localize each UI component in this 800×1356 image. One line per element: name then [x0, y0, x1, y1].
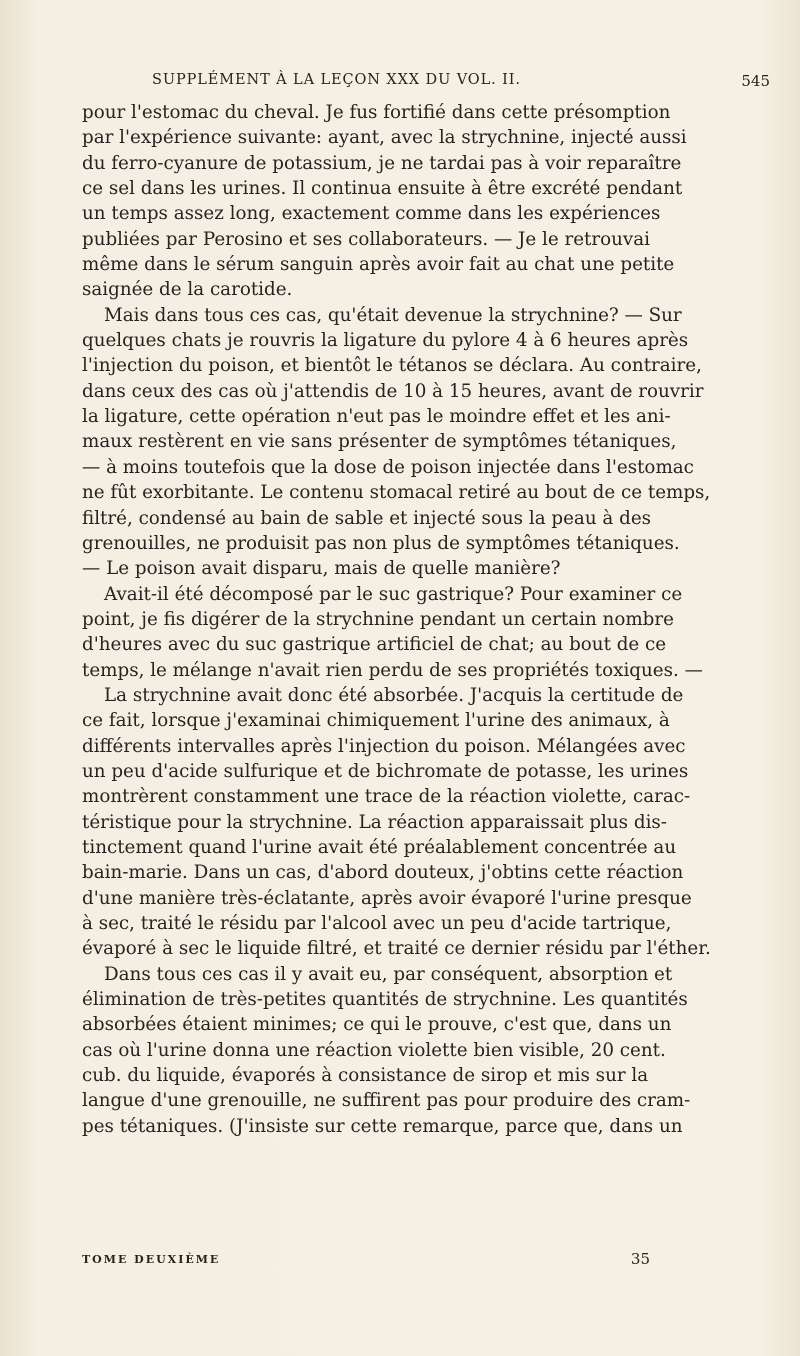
text-line: publiées par Perosino et ses collaborateurs. — Je le retrouvai	[82, 228, 650, 250]
text-line: cas où l'urine donna une réaction violette bien visible, 20 cent.	[82, 1039, 666, 1061]
text-line: pour l'estomac du cheval. Je fus fortifié dans cette présomption	[82, 102, 671, 123]
text-line: un temps assez long, exactement comme dans les expériences	[82, 203, 661, 225]
text-line: différents intervalles après l'injection du poison. Mélangées avec	[82, 735, 686, 757]
text-line: du ferro-cyanure de potassium, je ne tardai pas à voir reparaître	[82, 152, 682, 174]
text-line: d'heures avec du suc gastrique artificiel de chat; au bout de ce	[82, 634, 667, 656]
text-line: filtré, condensé au bain de sable et injecté sous la peau à des	[82, 507, 652, 529]
text-line: évaporé à sec le liquide filtré, et traité ce dernier résidu par l'éther.	[82, 938, 711, 960]
text-line: ce sel dans les urines. Il continua ensuite à être excrété pendant	[82, 178, 683, 200]
text-line: élimination de très-petites quantités de strychnine. Les quantités	[82, 989, 688, 1011]
text-line: quelques chats je rouvris la ligature du pylore 4 à 6 heures après	[82, 330, 689, 352]
text-line: point, je fis digérer de la strychnine pendant un certain nombre	[82, 608, 674, 630]
text-line: dans ceux des cas où j'attendis de 10 à 15 heures, avant de rouvrir	[82, 380, 704, 402]
text-line: ne fût exorbitante. Le contenu stomacal retiré au bout de ce temps,	[82, 482, 711, 504]
text-line: Dans tous ces cas il y avait eu, par conséquent, absorption et	[104, 963, 673, 985]
text-line: cub. du liquide, évaporés à consistance de sirop et mis sur la	[82, 1065, 649, 1087]
text-line: même dans le sérum sanguin après avoir fait au chat une petite	[82, 254, 675, 276]
text-line: ce fait, lorsque j'examinai chimiquement l'urine des animaux, à	[82, 710, 670, 732]
sheet-number: 35	[630, 1250, 650, 1268]
text-line: temps, le mélange n'avait rien perdu de ses propriétés toxiques. —	[82, 659, 703, 681]
running-head	[82, 72, 770, 94]
page-number: 545	[741, 72, 770, 90]
text-line: La strychnine avait donc été absorbée. J'acquis la certitude de	[104, 684, 684, 706]
text-line: tinctement quand l'urine avait été préalablement concentrée au	[82, 836, 677, 858]
text-line: grenouilles, ne produisit pas non plus de symptômes tétaniques.	[82, 532, 680, 554]
text-line: à sec, traité le résidu par l'alcool avec un peu d'acide tartrique,	[82, 913, 672, 934]
running-title: SUPPLÉMENT À LA LEÇON XXX DU VOL. II.	[152, 72, 521, 88]
text-line: d'une manière très-éclatante, après avoir évaporé l'urine presque	[82, 887, 692, 909]
page-footer	[82, 1250, 770, 1270]
text-line: bain-marie. Dans un cas, d'abord douteux, j'obtins cette réaction	[82, 862, 684, 884]
text-line: l'injection du poison, et bientôt le tétanos se déclara. Au contraire,	[82, 355, 702, 377]
text-line: — Le poison avait disparu, mais de quelle manière?	[82, 558, 561, 580]
text-line: montrèrent constamment une trace de la réaction violette, carac-	[82, 786, 691, 808]
body-text	[82, 100, 770, 1139]
text-line: — à moins toutefois que la dose de poison injectée dans l'estomac	[82, 456, 694, 478]
text-line: langue d'une grenouille, ne suffirent pas pour produire des cram-	[82, 1090, 691, 1112]
text-line: par l'expérience suivante: ayant, avec la strychnine, injecté aussi	[82, 127, 687, 149]
text-line: Avait-il été décomposé par le suc gastrique? Pour examiner ce	[104, 583, 683, 605]
text-line: téristique pour la strychnine. La réaction apparaissait plus dis-	[82, 811, 667, 833]
text-line: un peu d'acide sulfurique et de bichromate de potasse, les urines	[82, 760, 689, 782]
signature-mark: TOME DEUXIÈME	[82, 1253, 221, 1266]
text-line: la ligature, cette opération n'eut pas le moindre effet et les ani-	[82, 406, 671, 428]
text-line: absorbées étaient minimes; ce qui le prouve, c'est que, dans un	[82, 1014, 672, 1036]
text-line: pes tétaniques. (J'insiste sur cette remarque, parce que, dans un	[82, 1115, 683, 1137]
text-line: saignée de la carotide.	[82, 279, 293, 301]
text-line: Mais dans tous ces cas, qu'était devenue la strychnine? — Sur	[104, 304, 682, 326]
text-line: maux restèrent en vie sans présenter de symptômes tétaniques,	[82, 431, 677, 453]
